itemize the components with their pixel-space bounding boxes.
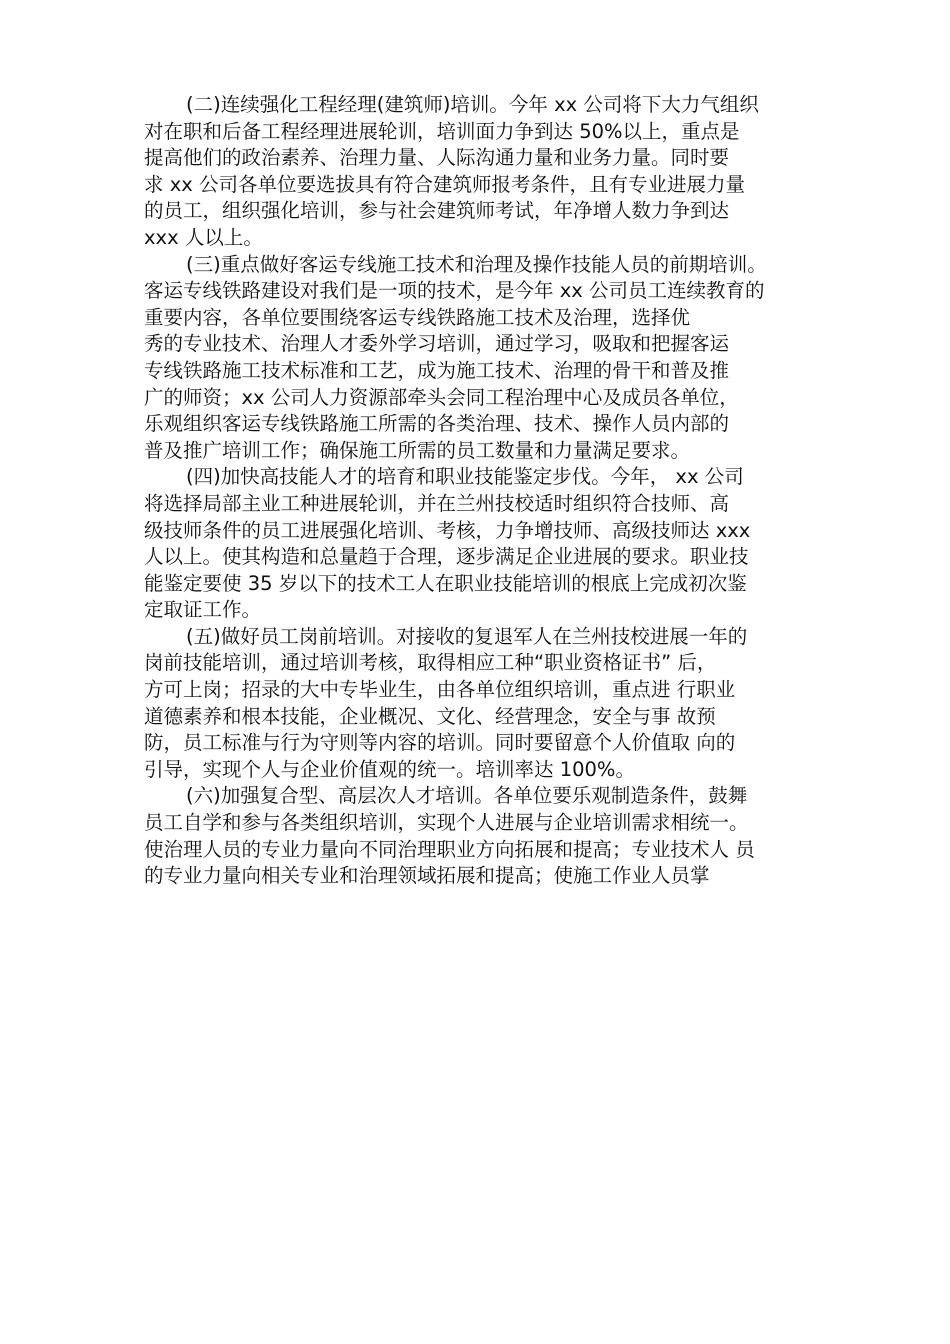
paragraph-2-line-2: 对在职和后备工程经理进展轮训，培训面力争到达 50%以上，重点是 [144,119,740,143]
paragraph-2-line-6: xxx 人以上。 [144,225,263,249]
paragraph-2-line-1: (二)连续强化工程经理(建筑师)培训。今年 xx 公司将下大力气组织 [186,93,759,116]
paragraph-2-line-5: 的员工，组织强化培训，参与社会建筑师考试，年净增人数力争到达 [144,199,730,223]
paragraph-2-line-3: 提高他们的政治素养、治理力量、人际沟通力量和业务力量。同时要 [144,146,730,170]
paragraph-4-line-1: (四)加快高技能人才的培育和职业技能鉴定步伐。今年， xx 公司 [186,465,744,489]
paragraph-5-line-2: 岗前技能培训，通过培训考核，取得相应工种“职业资格证书” 后， [144,651,717,675]
paragraph-4-line-3: 级技师条件的员工进展强化培训、考核，力争增技师、高级技师达 xxx [144,518,751,542]
paragraph-3-line-8: 普及推广培训工作；确保施工所需的员工数量和力量满足要求。 [144,438,691,462]
paragraph-4-line-5: 能鉴定要使 35 岁以下的技术工人在职业技能培训的根底上完成初次鉴 [144,571,747,595]
paragraph-6-line-4: 的专业力量向相关专业和治理领域拓展和提高；使施工作业人员掌 [144,864,710,888]
paragraph-4-line-6: 定取证工作。 [144,598,262,622]
document-body [144,92,844,890]
paragraph-3-line-1: (三)重点做好客运专线施工技术和治理及操作技能人员的前期培训。 [186,252,767,276]
paragraph-5-line-6: 引导，实现个人与企业价值观的统一。培训率达 100%。 [144,757,635,781]
paragraph-6-line-1: (六)加强复合型、高层次人才培训。各单位要乐观制造条件，鼓舞 [186,784,748,808]
paragraph-4-line-2: 将选择局部主业工种进展轮训，并在兰州技校适时组织符合技师、高 [144,491,730,515]
paragraph-3-line-7: 乐观组织客运专线铁路施工所需的各类治理、技术、操作人员内部的 [144,412,730,436]
paragraph-5-line-1: (五)做好员工岗前培训。对接收的复退军人在兰州技校进展一年的 [186,624,748,648]
paragraph-6-line-3: 使治理人员的专业力量向不同治理职业方向拓展和提高；专业技术人 员 [144,837,755,861]
paragraph-3-line-6: 广的师资；xx 公司人力资源部牵头会同工程治理中心及成员各单位， [144,385,739,409]
paragraph-5-line-4: 道德素养和根本技能，企业概况、文化、经营理念，安全与事 故预 [144,704,716,728]
paragraph-2-line-4: 求 xx 公司各单位要选拔具有符合建筑师报考条件，且有专业进展力量 [144,172,745,196]
paragraph-4-line-4: 人以上。使其构造和总量趋于合理，逐步满足企业进展的要求。职业技 [144,545,749,569]
paragraph-5-line-5: 防，员工标准与行为守则等内容的培训。同时要留意个人价值取 向的 [144,731,736,755]
paragraph-3-line-5: 专线铁路施工技术标准和工艺，成为施工技术、治理的骨干和普及推 [144,358,730,382]
paragraph-3-line-3: 重要内容，各单位要围绕客运专线铁路施工技术及治理，选择优 [144,305,691,329]
paragraph-3-line-2: 客运专线铁路建设对我们是一项的技术，是今年 xx 公司员工连续教育的 [144,279,765,303]
paragraph-3-line-4: 秀的专业技术、治理人才委外学习培训，通过学习，吸取和把握客运 [144,332,730,356]
paragraph-5-line-3: 方可上岗；招录的大中专毕业生，由各单位组织培训，重点进 行职业 [144,678,736,702]
paragraph-6-line-2: 员工自学和参与各类组织培训，实现个人进展与企业培训需求相统一。 [144,811,749,835]
